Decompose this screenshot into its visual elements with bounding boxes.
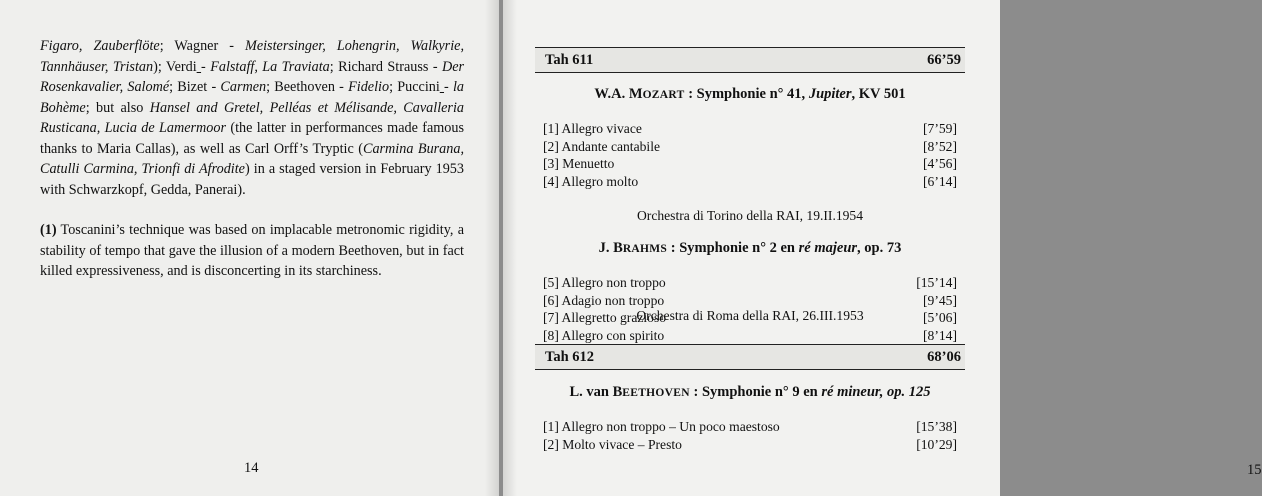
footnote-marker: (1)	[40, 222, 57, 238]
track-row	[543, 120, 957, 138]
work-title	[535, 86, 965, 103]
title-text: : Symphonie n° 41,	[684, 86, 809, 102]
title-text: : Symphonie n° 9 en	[689, 384, 822, 400]
footnote	[40, 220, 464, 282]
track-label: [2] Molto vivace – Presto	[543, 436, 682, 452]
title-italic: ré mineur, op. 125	[821, 384, 931, 400]
track-time: [4’56]	[923, 156, 957, 171]
track-label: [2] Andante cantabile	[543, 138, 661, 154]
track-time: [7’59]	[923, 121, 957, 136]
spine-shadow-left	[485, 0, 499, 496]
left-page	[0, 0, 499, 496]
orchestra-credit: Orchestra di Torino della RAI, 19.II.1954	[636, 208, 864, 223]
track-time: [6’14]	[923, 173, 957, 189]
track-row	[543, 418, 957, 436]
body-paragraph: Figaro, Zauberflöte; Wagner - Meistersinger, Lohengrin, Walkyrie, Tannhäuser, Tristan); Verdi - Falstaff, La Traviata; Richard Strauss - Der Rosenkavalier, Salomé; Bizet - Carmen; Beethoven - Fidelio; Puccini - la Bohème; but also Hansel and Gretel, Pelléas et Mélisande, Cavalleria Rusticana, Lucia de Lamermoor (the latter in performances made famous thanks to Maria Callas), as well as Carl Orff’s Tryptic (Carmina Burana, Catulli Carmina, Trionfi di Afrodite) in a staged version in February 1953 with Schwarzkopf, Gedda, Panerai).	[40, 38, 465, 198]
track-time: [15’38]	[916, 419, 957, 434]
track-row	[543, 292, 957, 310]
track-label: [1] Allegro non troppo – Un poco maestoso	[543, 419, 780, 434]
page-number-right: 15	[1247, 462, 1262, 478]
track-time: [9’45]	[923, 292, 957, 308]
page-number-left: 14	[244, 460, 259, 476]
title-italic: Jupiter	[808, 86, 852, 102]
track-time: [5’06]	[923, 310, 957, 325]
left-page-text	[40, 36, 464, 282]
track-row	[543, 173, 957, 191]
track-row	[543, 155, 957, 173]
title-text: : Symphonie n° 2 en	[667, 240, 799, 256]
composer-initials: L. van B	[569, 384, 623, 400]
track-list	[543, 120, 957, 190]
disc-duration: 66’59	[927, 52, 961, 68]
composer-initials: J. B	[598, 240, 623, 256]
track-time: [15’14]	[916, 275, 957, 290]
track-row	[543, 274, 957, 292]
title-italic: ré majeur	[798, 240, 858, 256]
title-tail: , KV 501	[851, 86, 906, 102]
composer-smallcaps: RAHMS	[622, 243, 668, 255]
track-label: [4] Allegro molto	[543, 173, 639, 189]
track-label: [5] Allegro non troppo	[543, 275, 666, 290]
work-title	[535, 384, 965, 401]
track-label: [1] Allegro vivace	[543, 121, 642, 136]
spine-shadow-right	[503, 0, 517, 496]
title-tail: , op. 73	[857, 240, 902, 256]
right-page	[503, 0, 1262, 496]
track-time: [8’14]	[923, 327, 957, 343]
composer-initials: W.A. M	[594, 86, 643, 102]
composer-smallcaps: OZART	[642, 89, 685, 101]
track-time: [8’52]	[923, 138, 957, 154]
disc-duration: 68’06	[927, 349, 961, 365]
track-row	[543, 138, 957, 156]
disc-header	[535, 344, 965, 370]
disc-code: Tah 611	[545, 52, 594, 68]
track-label: [6] Adagio non troppo	[543, 292, 665, 308]
disc-header	[535, 47, 965, 73]
work-title	[535, 240, 965, 257]
track-row	[543, 436, 957, 454]
composer-smallcaps: EETHOVEN	[622, 387, 690, 399]
track-list	[543, 418, 957, 453]
disc-code: Tah 612	[545, 349, 595, 365]
footnote-text: Toscanini’s technique was based on implacable metronomic rigidity, a stability of tempo that gave the illusion of a modern Beethoven, but in fact killed expressiveness, and is disconcerting in its starchiness.	[40, 222, 464, 279]
track-label: [7] Allegretto grazioso	[543, 310, 667, 325]
track-time: [10’29]	[916, 436, 957, 452]
track-label: [3] Menuetto	[543, 156, 615, 171]
track-label: [8] Allegro con spirito	[543, 327, 665, 343]
track-row	[543, 327, 957, 345]
orchestra-credit: Orchestra di Roma della RAI, 26.III.1953	[636, 308, 864, 323]
